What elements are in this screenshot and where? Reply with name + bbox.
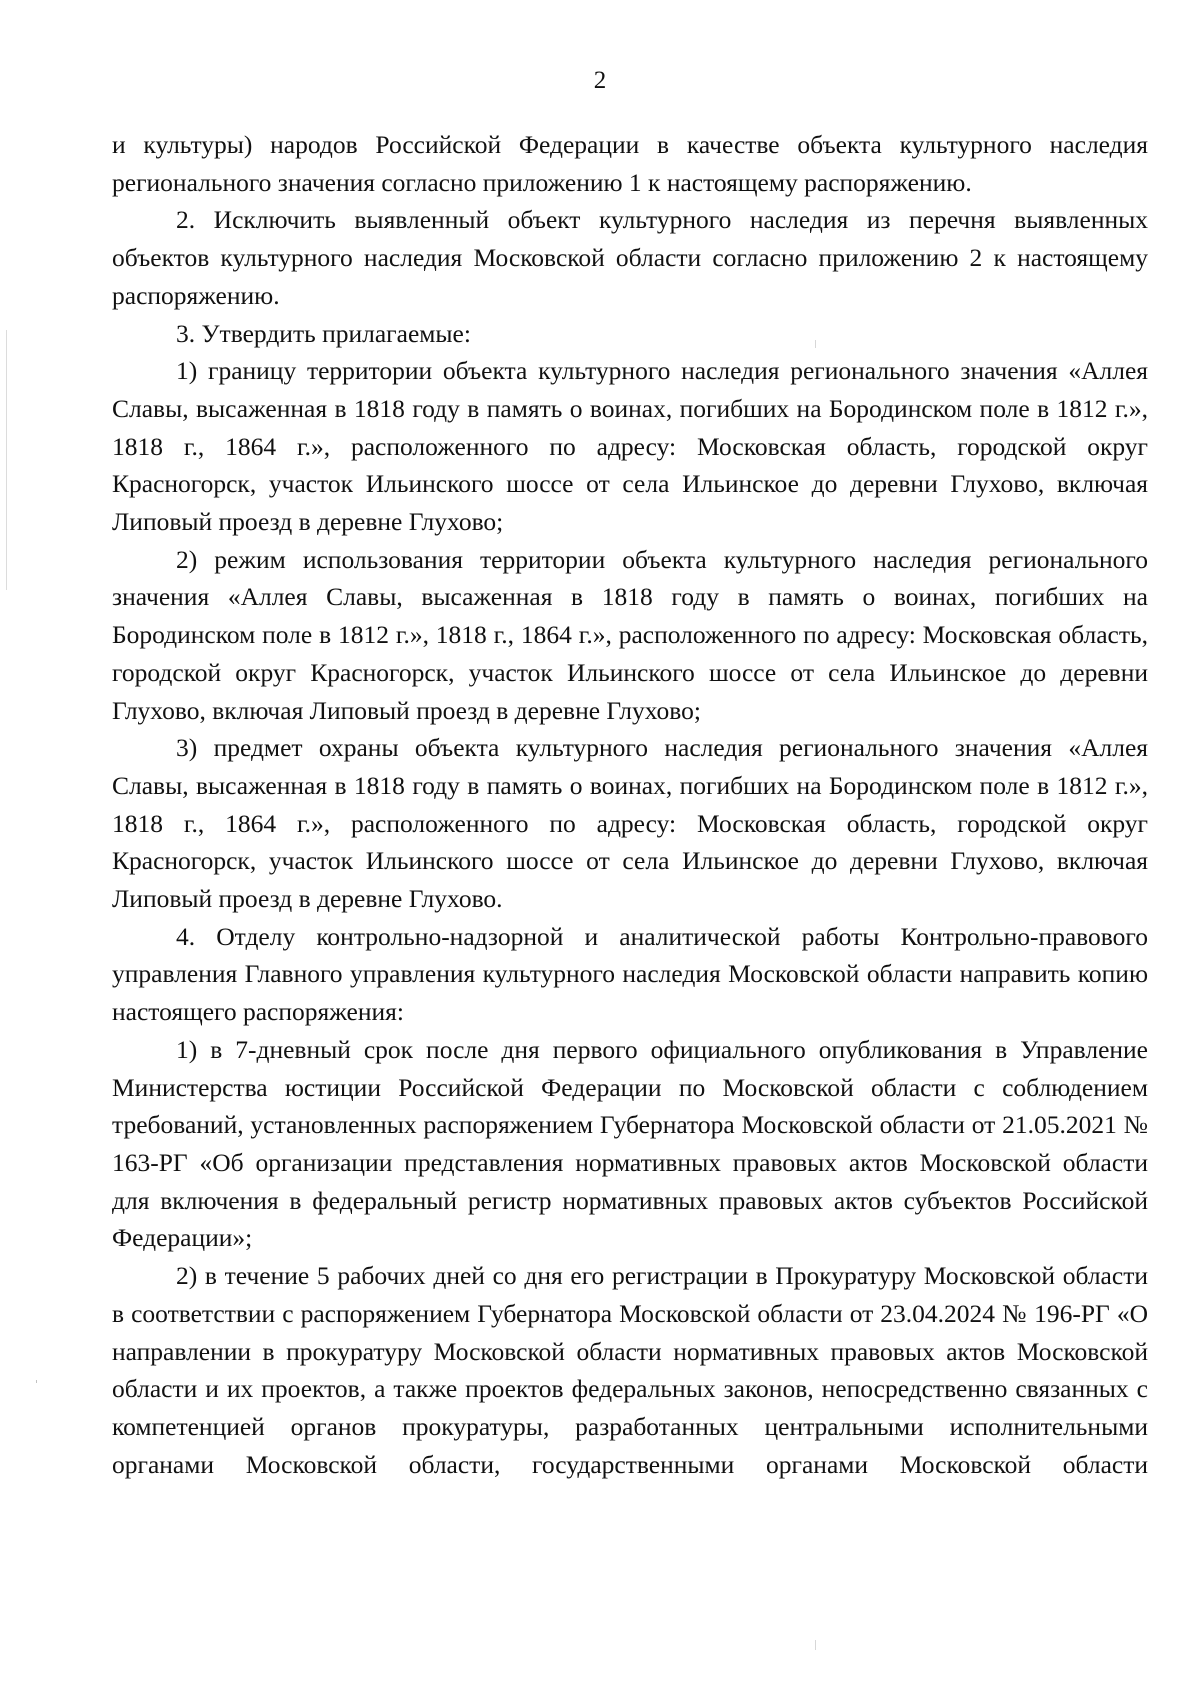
scan-artifact-dot	[815, 780, 816, 786]
paragraph-item-3-3: 3) предмет охраны объекта культурного наследия регионального значения «Аллея Славы, высаженная в 1818 году в память о воинах, погибших на Бородинском поле в 1812 г.», 1818 г., 1864 г.», расположенного по адресу: Московская область, городской округ Красногорск, участок Ильинского шоссе от села Ильинское до деревни Глухово, включая Липовый проезд в деревне Глухово.	[112, 733, 1148, 914]
scan-artifact-dot	[36, 1380, 37, 1383]
scan-artifact-dot	[815, 1640, 816, 1650]
paragraph-item-3-1: 1) границу территории объекта культурного наследия регионального значения «Аллея Славы, высаженная в 1818 году в память о воинах, погибших на Бородинском поле в 1812 г.», 1818 г., 1864 г.», расположенного по адресу: Московская область, городской округ Красногорск, участок Ильинского шоссе от села Ильинское до деревни Глухово, включая Липовый проезд в деревне Глухово;	[112, 356, 1148, 537]
scan-artifact-dot	[815, 340, 816, 348]
page-number: 2	[593, 67, 607, 94]
paragraph-item-3-2: 2) режим использования территории объекта культурного наследия регионального значения «Аллея Славы, высаженная в 1818 году в память о воинах, погибших на Бородинском поле в 1812 г.», 1818 г., 1864 г.», расположенного по адресу: Московская область, городской округ Красногорск, участок Ильинского шоссе от села Ильинское до деревни Глухово, включая Липовый проезд в деревне Глухово;	[112, 544, 1148, 725]
paragraph-item-3: 3. Утвердить прилагаемые:	[176, 318, 471, 348]
document-body	[112, 126, 1148, 1483]
paragraph-item-4-2: 2) в течение 5 рабочих дней со дня его регистрации в Прокуратуру Московской области в соответствии с распоряжением Губернатора Московской области от 23.04.2024 № 196-РГ «О направлении в прокуратуру Московской области нормативных правовых актов Московской области и их проектов, а также проектов федеральных законов, непосредственно связанных с компетенцией органов прокуратуры, разработанных центральными исполнительными органами Московской области, государственными органами Московской области	[112, 1261, 1148, 1479]
scan-artifact-left-edge	[6, 330, 7, 590]
paragraph-item-4-1: 1) в 7-дневный срок после дня первого официального опубликования в Управление Министерства юстиции Российской Федерации по Московской области с соблюдением требований, установленных распоряжением Губернатора Московской области от 21.05.2021 № 163-РГ «Об организации представления нормативных правовых актов Московской области для включения в федеральный регистр нормативных правовых актов субъектов Российской Федерации»;	[112, 1034, 1148, 1253]
paragraph-item-2: 2. Исключить выявленный объект культурного наследия из перечня выявленных объектов культурного наследия Московской области согласно приложению 2 к настоящему распоряжению.	[112, 205, 1148, 310]
paragraph-item-4: 4. Отделу контрольно-надзорной и аналитической работы Контрольно-правового управления Главного управления культурного наследия Московской области направить копию настоящего распоряжения:	[112, 921, 1148, 1027]
paragraph-continuation: и культуры) народов Российской Федерации в качестве объекта культурного наследия регионального значения согласно приложению 1 к настоящему распоряжению.	[112, 130, 1148, 197]
